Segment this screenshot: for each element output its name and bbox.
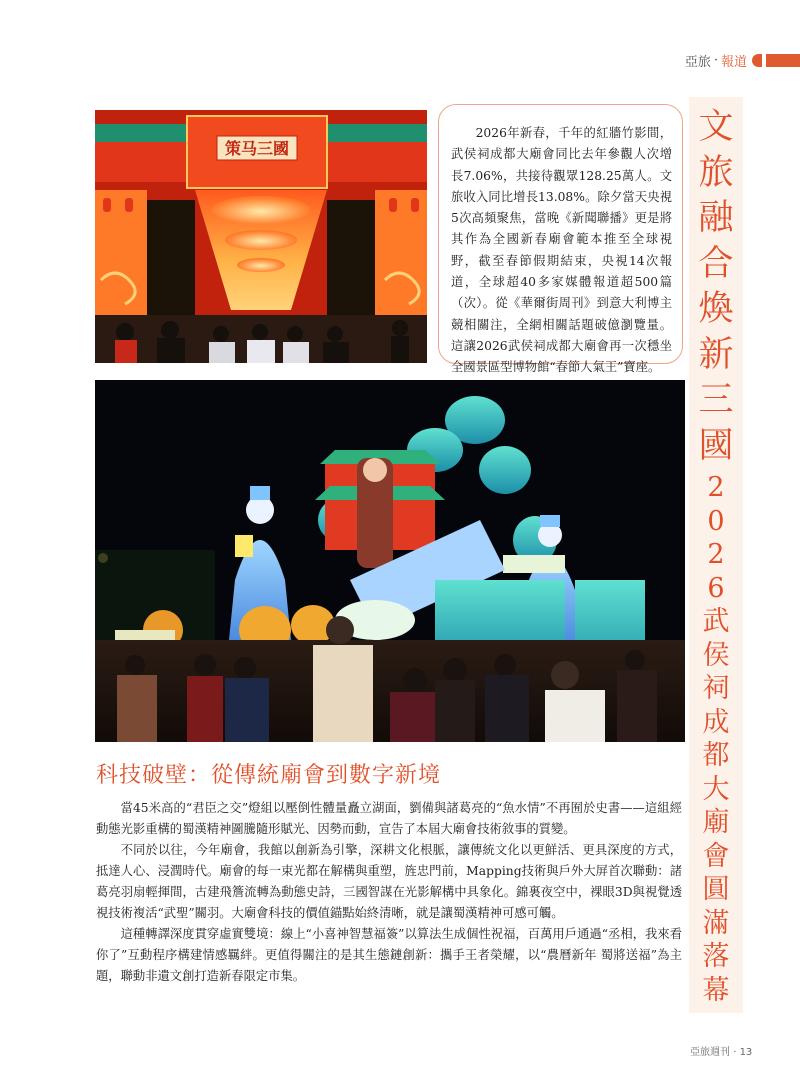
article-body — [96, 798, 682, 987]
stats-callout-text: 2026年新春，千年的紅牆竹影間，武侯祠成都大廟會同比去年參觀人次增長7.06%，共接待觀眾128.25萬人。文旅收入同比增長13.08%。除夕當天央視5次高頻聚焦，當晚《新聞聯播》更是將其作為全國新春廟會範本推至全球視野，截至春節假期結束，央視14次報道，全球超40多家媒體報道超500篇（次）。從《華爾街周刊》到意大利博主競相關注，全網相關話題破億瀏覽量。這讓2026武侯祠成都大廟會再一次穩坐全國景區型博物館“春節人氣王”寶座。 — [451, 126, 672, 375]
stats-callout-box — [438, 104, 683, 375]
banner-subtitle-char: 祠 — [702, 673, 730, 704]
banner-subtitle-char: 大 — [702, 773, 730, 805]
photo-lantern-corridor — [95, 110, 427, 363]
banner-subtitle-char: 武 — [702, 606, 730, 637]
page-footer — [690, 1043, 752, 1058]
banner-subtitle-char: 圓 — [702, 874, 730, 905]
article-paragraph: 這種轉譯深度貫穿虛實雙境：線上“小喜神智慧福簽”以算法生成個性祝福，百萬用戶通過“丞相，我來看你了”互動程序構建情感羈絆。更值得關注的是其生態鏈創新：攜手王者榮耀，以“農曆新年 蜀將送福”為主題，聯動非遺文創打造新春限定市集。 — [96, 927, 682, 983]
banner-title-char: 國 — [698, 425, 734, 466]
gate-sign-text: 策马三國 — [224, 139, 290, 158]
footer-publication: 亞旅週刊 — [690, 1047, 730, 1058]
banner-title-char: 旅 — [698, 152, 734, 193]
banner-subtitle-char: 0 — [707, 505, 725, 537]
page-header — [685, 50, 800, 70]
page-number: 13 — [739, 1047, 753, 1058]
header-separator: · — [713, 52, 718, 68]
lantern-installation-illustration — [95, 380, 685, 742]
photo-lantern-installation — [95, 380, 685, 742]
banner-title-char: 融 — [698, 198, 734, 238]
banner-title-char: 文 — [698, 107, 734, 147]
banner-subtitle-char: 2 — [707, 539, 725, 570]
article-paragraph: 不同於以往，今年廟會，我館以創新為引擎，深耕文化根脈，讓傳統文化以更鮮活、更具深度的方式，抵達人心、浸潤時代。廟會的每一束光都在解構與重塑，旌忠門前，Mapping技術與戶外大屏首次聯動：諸葛亮羽扇輕揮間，古建飛簷流轉為動態史詩，三國智謀在光影解構中具象化。錦裏夜空中，裸眼3D與視覺透視技術複活“武聖”關羽。大廟會科技的價值錨點始終清晰，就是讓蜀漢精神可感可觸。 — [96, 843, 682, 920]
header-brand: 亞旅 — [684, 54, 711, 70]
banner-subtitle-char: 會 — [702, 840, 730, 872]
banner-subtitle-char: 幕 — [702, 974, 730, 1006]
banner-subtitle — [689, 471, 743, 1007]
banner-subtitle-char: 成 — [702, 706, 730, 738]
section-heading: 科技破壁：從傳統廟會到數字新境 — [96, 763, 442, 788]
banner-subtitle-char: 廟 — [702, 807, 730, 838]
banner-subtitle-char: 落 — [702, 941, 730, 972]
banner-subtitle-char: 2 — [707, 472, 725, 503]
banner-title-char: 新 — [698, 334, 734, 375]
banner-subtitle-char: 滿 — [702, 907, 730, 939]
banner-title-char: 合 — [698, 243, 734, 284]
lantern-corridor-illustration — [95, 110, 427, 363]
article-paragraph: 當45米高的“君臣之交”燈組以壓倒性體量矗立湖面，劉備與諸葛亮的“魚水情”不再囿於史書——這組經動態光影重構的蜀漢精神圖騰隨形賦光、因勢而動，宣告了本屆大廟會技術敘事的質變。 — [96, 801, 682, 836]
banner-subtitle-char: 都 — [702, 740, 730, 771]
banner-main-title — [689, 105, 743, 469]
header-bar-decoration — [766, 54, 800, 67]
banner-title-char: 煥 — [698, 289, 734, 329]
header-pill-decoration — [752, 54, 762, 67]
banner-subtitle-char: 侯 — [702, 639, 730, 671]
banner-title-char: 三 — [698, 380, 734, 420]
vertical-title-banner — [689, 97, 743, 1013]
header-section: 報道 — [720, 54, 747, 70]
banner-subtitle-char: 6 — [707, 572, 725, 604]
footer-separator: · — [733, 1047, 737, 1058]
